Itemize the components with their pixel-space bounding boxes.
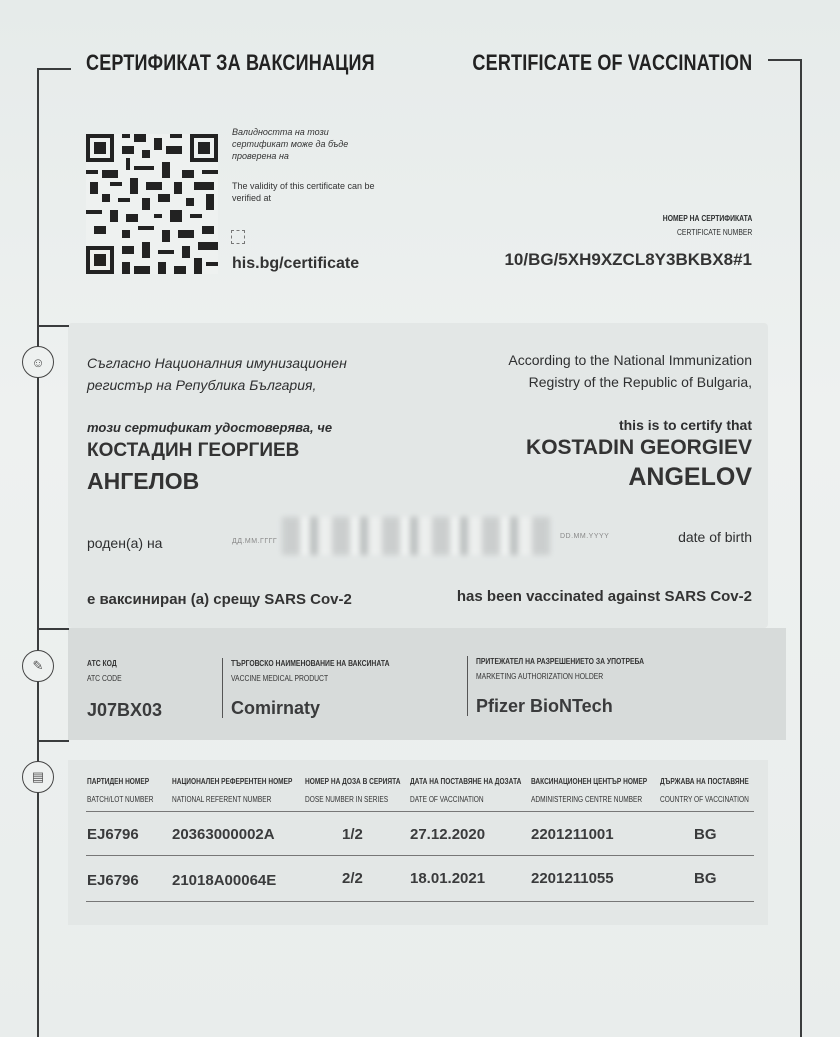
verify-text-english: The validity of this certificate can be verified at bbox=[232, 181, 375, 203]
holder-label bbox=[476, 654, 644, 684]
registry-bg-line1: Съгласно Националния имунизационен bbox=[87, 355, 347, 371]
registry-bg-line2: регистър на Република България, bbox=[87, 377, 317, 393]
dob-hint-bg: ДД.ММ.ГГГГ bbox=[232, 538, 278, 545]
link-icon bbox=[231, 230, 245, 244]
person-name-en-line2: ANGELOV bbox=[628, 463, 752, 491]
row1-centre: 2201211001 bbox=[531, 826, 614, 843]
holder-label-en: MARKETING AUTHORIZATION HOLDER bbox=[476, 672, 604, 681]
document-circle-icon: ▤ bbox=[22, 761, 54, 793]
th-country-en: COUNTRY OF VACCINATION bbox=[660, 795, 749, 804]
frame-node-lower bbox=[37, 740, 69, 742]
row1-country: BG bbox=[694, 826, 717, 843]
syringe-circle-icon: ✎ bbox=[22, 650, 54, 682]
row1-batch: EJ6796 bbox=[87, 826, 139, 843]
table-divider-header bbox=[86, 811, 754, 812]
dob-hint-en: DD.MM.YYYY bbox=[560, 533, 610, 540]
vaccine-name-label-en: VACCINE MEDICAL PRODUCT bbox=[231, 674, 329, 683]
vaccine-name-label-bg: ТЪРГОВСКО НАИМЕНОВАНИЕ НА ВАКСИНАТА bbox=[231, 659, 390, 668]
holder-value: Pfizer BioNTech bbox=[476, 696, 613, 716]
row1-dose-number: 1/2 bbox=[342, 826, 363, 843]
atc-label-bg: АТС КОД bbox=[87, 659, 117, 668]
title-bulgarian: СЕРТИФИКАТ ЗА ВАКСИНАЦИЯ bbox=[86, 50, 375, 75]
th-national-ref-bg: НАЦИОНАЛЕН РЕФЕРЕНТЕН НОМЕР bbox=[172, 777, 293, 786]
th-date bbox=[410, 773, 521, 809]
atc-label-en: ATC CODE bbox=[87, 674, 122, 683]
frame-node-middle bbox=[37, 628, 69, 630]
row2-national-ref: 21018A00064E bbox=[172, 872, 277, 889]
th-batch-en: BATCH/LOT NUMBER bbox=[87, 795, 154, 804]
th-national-ref-en: NATIONAL REFERENT NUMBER bbox=[172, 795, 272, 804]
title-english: CERTIFICATE OF VACCINATION bbox=[472, 50, 752, 75]
frame-left-vertical bbox=[37, 68, 39, 1037]
registry-text-en bbox=[508, 349, 752, 393]
th-date-bg: ДАТА НА ПОСТАВЯНЕ НА ДОЗАТА bbox=[410, 777, 522, 786]
verification-link[interactable]: his.bg/certificate bbox=[232, 255, 360, 272]
frame-right-vertical bbox=[800, 59, 802, 1037]
frame-top-left bbox=[37, 68, 71, 70]
certify-text-bg: този сертификат удостоверява, че bbox=[87, 420, 333, 435]
dob-label-en: date of birth bbox=[678, 529, 752, 545]
registry-text-bg bbox=[87, 352, 347, 396]
th-dose-number-en: DOSE NUMBER IN SERIES bbox=[305, 795, 389, 804]
row1-date: 27.12.2020 bbox=[410, 826, 486, 843]
row1-national-ref: 20363000002A bbox=[172, 826, 275, 843]
vaccine-name-value: Comirnaty bbox=[231, 698, 321, 718]
certify-text-en: this is to certify that bbox=[618, 417, 752, 433]
verify-text-bulgarian: Валидността на този сертификат може да бъде проверена на bbox=[232, 127, 349, 161]
th-dose-number-bg: НОМЕР НА ДОЗА В СЕРИЯТА bbox=[305, 777, 401, 786]
person-circle-icon: ☺ bbox=[22, 346, 54, 378]
vaccinated-text-en: has been vaccinated against SARS Cov-2 bbox=[456, 588, 752, 605]
th-centre-bg: ВАКСИНАЦИОНЕН ЦЕНТЪР НОМЕР bbox=[531, 777, 648, 786]
band-separator-1 bbox=[222, 658, 223, 718]
row2-centre: 2201211055 bbox=[531, 870, 614, 887]
th-batch-bg: ПАРТИДЕН НОМЕР bbox=[87, 777, 150, 786]
th-batch bbox=[87, 773, 153, 809]
certificate-number-label bbox=[662, 212, 752, 240]
row2-country: BG bbox=[694, 870, 717, 887]
th-dose-number bbox=[305, 773, 400, 809]
certificate-number-label-en: CERTIFICATE NUMBER bbox=[676, 228, 752, 237]
holder-label-bg: ПРИТЕЖАТЕЛ НА РАЗРЕШЕНИЕТО ЗА УПОТРЕБА bbox=[476, 657, 645, 666]
qr-code-icon bbox=[86, 133, 218, 275]
th-country bbox=[660, 773, 749, 809]
row2-dose-number: 2/2 bbox=[342, 870, 363, 887]
atc-label bbox=[87, 656, 122, 686]
vaccinated-text-bg: е ваксиниран (а) срещу SARS Cov-2 bbox=[87, 591, 352, 608]
vaccine-name-label bbox=[231, 656, 390, 686]
person-name-bg-line2: АНГЕЛОВ bbox=[87, 468, 200, 494]
person-name-bg-line1: КОСТАДИН ГЕОРГИЕВ bbox=[87, 440, 300, 461]
person-name-en-line1: KOSTADIN GEORGIEV bbox=[526, 436, 752, 459]
registry-en-line2: Registry of the Republic of Bulgaria, bbox=[528, 374, 752, 390]
table-divider-bottom bbox=[86, 901, 754, 902]
frame-top-right bbox=[768, 59, 800, 61]
th-national-ref bbox=[172, 773, 292, 809]
th-centre bbox=[531, 773, 647, 809]
row2-batch: EJ6796 bbox=[87, 872, 139, 889]
product-band bbox=[68, 628, 786, 740]
band-separator-2 bbox=[467, 656, 468, 716]
atc-value: J07BX03 bbox=[87, 700, 163, 720]
th-centre-en: ADMINISTERING CENTRE NUMBER bbox=[531, 795, 643, 804]
th-date-en: DATE OF VACCINATION bbox=[410, 795, 484, 804]
th-country-bg: ДЪРЖАВА НА ПОСТАВЯНЕ bbox=[660, 777, 749, 786]
registry-en-line1: According to the National Immunization bbox=[508, 352, 752, 368]
table-divider-row1 bbox=[86, 855, 754, 856]
frame-node-upper bbox=[37, 325, 69, 327]
certificate-number-label-bg: НОМЕР НА СЕРТИФИКАТА bbox=[662, 214, 752, 223]
certificate-number: 10/BG/5XH9XZCL8Y3BKBX8#1 bbox=[504, 250, 752, 269]
dob-redacted bbox=[282, 517, 550, 555]
dob-label-bg: роден(а) на bbox=[87, 535, 163, 551]
row2-date: 18.01.2021 bbox=[410, 870, 486, 887]
